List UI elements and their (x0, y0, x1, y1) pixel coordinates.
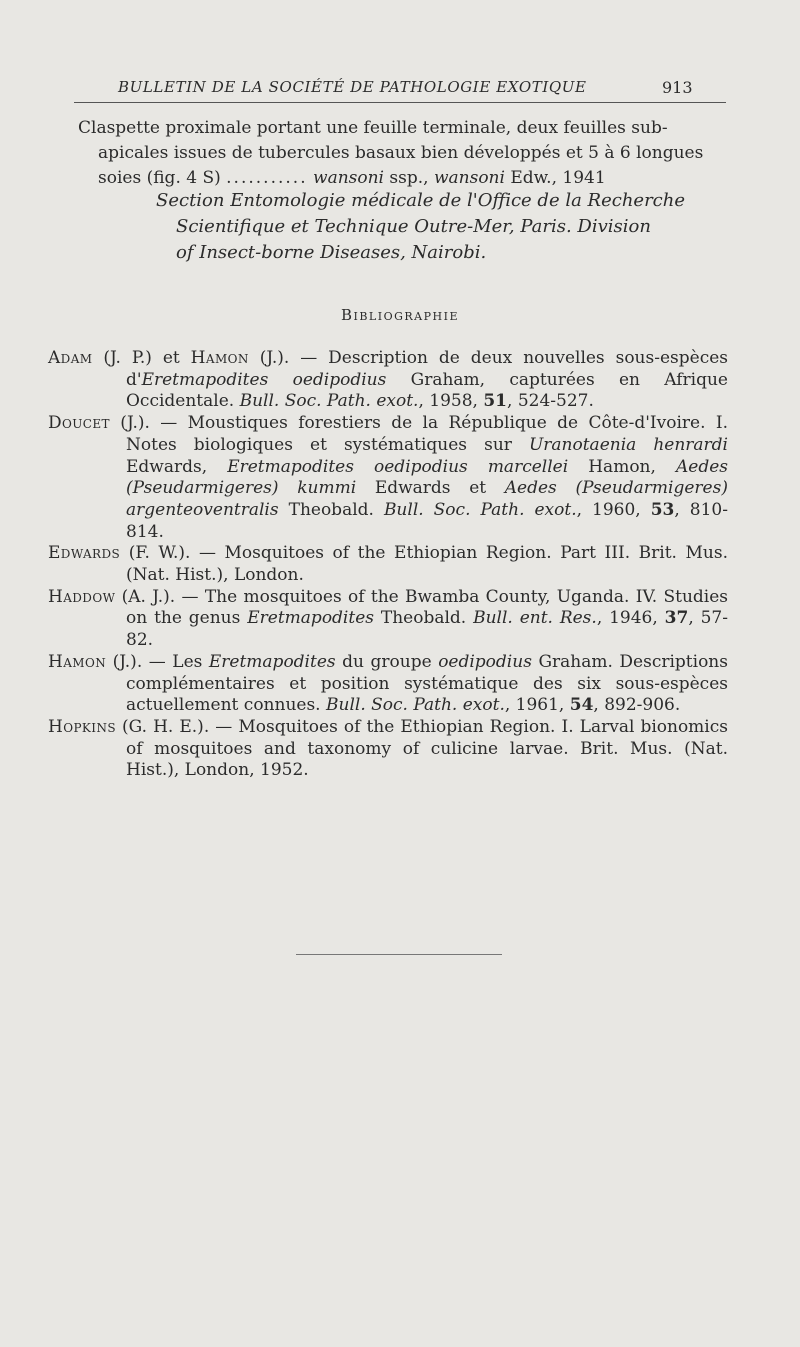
line-end: Edw., 1941 (510, 168, 606, 188)
author: Edwards (48, 543, 121, 564)
journal-name: Bull. ent. Res. (473, 608, 597, 629)
affiliation-line: of Insect-borne Diseases, Nairobi. (176, 242, 487, 263)
entry-text: (J.). — Moustiques forestiers de la République de Côte-d'Ivoire. I. Notes biologiques et systématiques sur (109, 413, 728, 455)
taxon-name: Aedes (Pseudarmigeres) argenteoventralis (126, 478, 728, 520)
entry-text: Graham, capturées en Afrique Occidentale. (126, 369, 728, 412)
entry-text: (A. J.). — The mosquitoes of the Bwamba County, Uganda. IV. Studies on the genus (115, 586, 728, 629)
end-rule (296, 954, 502, 955)
taxon-name: Aedes (Pseudarmigeres) kummi (126, 456, 728, 499)
entry-pages: , 810-814. (126, 499, 728, 542)
taxon-name: Uranotaenia henrardi (528, 434, 728, 455)
taxon-name: Eretmapodites (247, 608, 374, 629)
volume-number: 53 (650, 499, 675, 520)
taxon-name: Eretmapodites (208, 651, 336, 672)
bibliography-entry (48, 348, 728, 413)
taxon-name: Eretmapodites oedipodius marcellei (227, 456, 569, 477)
leader-dots: ........... (226, 168, 308, 188)
running-title: BULLETIN DE LA SOCIÉTÉ DE PATHOLOGIE EXOTIQUE (118, 78, 587, 96)
affiliation-line: Scientifique et Technique Outre-Mer, Paris. Division (176, 216, 651, 237)
author: Adam (48, 348, 93, 368)
entry-text: (J.). — Les (106, 651, 209, 672)
affiliation (156, 188, 726, 266)
entry-pages: , 57-82. (126, 608, 728, 651)
paragraph-line: Claspette proximale portant une feuille terminale, deux feuilles sub- (78, 118, 668, 138)
entry-text: du groupe (335, 651, 439, 672)
bibliography-heading: Bibliographie (340, 306, 459, 324)
line-mid: ssp., (389, 168, 429, 188)
body-paragraph (78, 116, 718, 191)
bibliography-entry (48, 413, 728, 543)
header-rule (74, 102, 726, 103)
taxon-name: Eretmapodites oedipodius (141, 369, 387, 390)
author: Hamon (190, 348, 249, 368)
bibliography-entry (48, 543, 728, 586)
bibliography-entry (48, 587, 728, 652)
taxon-name: wansoni (313, 168, 384, 188)
line-start: soies (fig. 4 S) (98, 168, 221, 188)
journal-name: Bull. Soc. Path. exot. (239, 391, 419, 412)
entry-text: (J.). — Description de deux nouvelles sous-espèces d' (126, 348, 729, 390)
entry-text: (G. H. E.). — Mosquitoes of the Ethiopian Region. I. Larval bionomics of mosquitoes and taxonomy of culicine larvae. Brit. Mus. (Nat. Hist.), London, 1952. (115, 716, 728, 781)
volume-number: 37 (664, 608, 689, 629)
entry-year: , 1958, (418, 391, 484, 412)
entry-text: Edwards et (356, 478, 505, 499)
author: Haddow (48, 586, 116, 607)
taxon-name: oedipodius (438, 651, 532, 672)
entry-text: Theobald. (278, 499, 384, 520)
entry-year: , 1960, (576, 499, 651, 520)
entry-year: , 1961, (504, 695, 570, 716)
entry-text: Graham. Descriptions complémentaires et position systématique des six sous-espèces actuellement connues. (126, 651, 728, 716)
author: Hamon (48, 651, 107, 672)
bibliography-list (48, 348, 728, 782)
author: Doucet (48, 413, 110, 434)
entry-text: Hamon, (568, 456, 676, 477)
entry-text: Theobald. (374, 608, 474, 629)
entry-year: , 1946, (596, 608, 665, 629)
entry-text: (J. P.) et (92, 348, 191, 368)
bibliography-entry (48, 652, 728, 717)
entry-pages: , 892-906. (593, 695, 681, 716)
entry-text: Edwards, (126, 456, 228, 477)
affiliation-line: Section Entomologie médicale de l'Office de la Recherche (156, 190, 685, 211)
taxon-name: wansoni (433, 168, 505, 188)
paragraph-line: apicales issues de tubercules basaux bien développés et 5 à 6 longues (98, 143, 704, 163)
entry-pages: , 524-527. (507, 391, 594, 412)
journal-name: Bull. Soc. Path. exot. (383, 499, 577, 520)
volume-number: 51 (483, 391, 508, 412)
journal-name: Bull. Soc. Path. exot. (326, 695, 505, 716)
volume-number: 54 (569, 695, 594, 716)
author: Hopkins (48, 716, 116, 737)
entry-text: (F. W.). — Mosquitoes of the Ethiopian Region. Part III. Brit. Mus. (Nat. Hist.), London. (120, 543, 728, 586)
running-head (0, 70, 800, 100)
page-number: 913 (662, 78, 693, 97)
bibliography-entry (48, 717, 728, 782)
